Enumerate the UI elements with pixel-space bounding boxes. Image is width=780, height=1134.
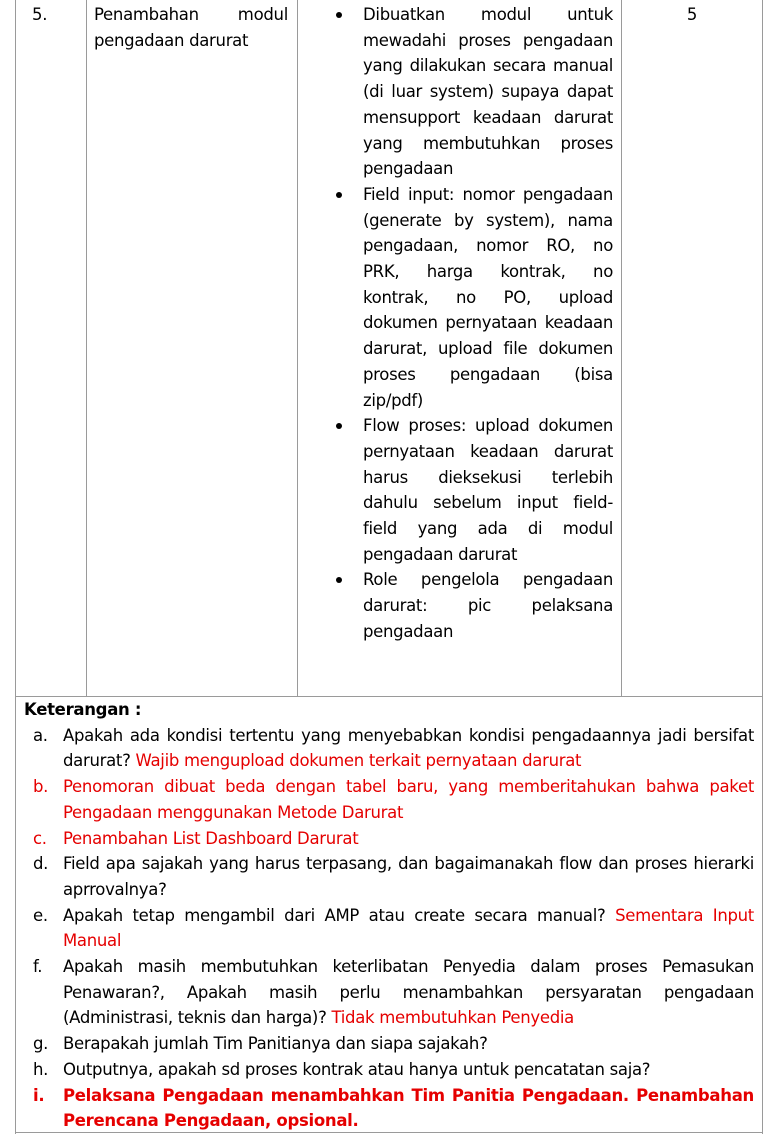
note-item: g. Berapakah jumlah Tim Panitianya dan siapa sajakah?: [33, 1034, 488, 1054]
note-item: e. Apakah tetap mengambil dari AMP atau create secara manual? Sementara Input Manual: [33, 905, 754, 951]
note-answer: Penomoran dibuat beda dengan tabel baru, yang memberitahukan bahwa paket Pengadaan menggunakan Metode Darurat: [63, 777, 754, 822]
table-divider-1: [86, 0, 87, 696]
row-title: Penambahan modul pengadaan darurat: [94, 5, 288, 50]
table-divider-2: [297, 0, 298, 696]
note-item: i. Pelaksana Pengadaan menambahkan Tim Panitia Pengadaan. Penambahan Perencana Pengadaan, opsional.: [33, 1085, 754, 1131]
row-description: [330, 2, 613, 645]
description-item: Flow proses: upload dokumen pernyataan keadaan darurat harus dieksekusi terlebih dahulu sebelum input field-field yang ada di modul pengadaan darurat: [330, 413, 613, 567]
description-item: Dibuatkan modul untuk mewadahi proses pengadaan yang dilakukan secara manual (di luar system) supaya dapat mensupport keadaan darurat yang membutuhkan proses pengadaan: [330, 2, 613, 182]
note-answer: Wajib mengupload dokumen terkait pernyataan darurat: [135, 751, 582, 771]
table-border-left: [15, 0, 16, 696]
note-item: f. Apakah masih membutuhkan keterlibatan Penyedia dalam proses Pemasukan Penawaran?, Apakah masih perlu menambahkan persyaratan pengadaan (Administrasi, teknis dan harga)? Tidak membutuhkan Penyedia: [33, 957, 754, 1028]
note-item: b. Penomoran dibuat beda dengan tabel baru, yang memberitahukan bahwa paket Pengadaan menggunakan Metode Darurat: [33, 777, 754, 822]
notes-border-right: [762, 696, 763, 1134]
note-item: h. Outputnya, apakah sd proses kontrak atau hanya untuk pencatatan saja?: [33, 1059, 651, 1079]
notes-border-left: [15, 696, 16, 1134]
bullet-icon: [336, 577, 342, 583]
row-number: 5.: [32, 5, 48, 24]
table-divider-3: [621, 0, 622, 696]
note-answer: Pelaksana Pengadaan menambahkan Tim Panitia Pengadaan. Penambahan Perencana Pengadaan, opsional.: [63, 1085, 754, 1131]
note-answer: Penambahan List Dashboard Darurat: [63, 828, 359, 848]
table-border-right: [762, 0, 763, 696]
bullet-icon: [336, 192, 342, 198]
row-value: 5: [686, 5, 698, 24]
note-answer: Tidak membutuhkan Penyedia: [331, 1008, 574, 1028]
notes-list: [24, 723, 754, 1134]
note-answer: Sementara Input Manual: [63, 905, 754, 951]
description-list: [330, 2, 613, 645]
note-item: a. Apakah ada kondisi tertentu yang menyebabkan kondisi pengadaannya jadi bersifat darurat? Wajib mengupload dokumen terkait pernyataan darurat: [33, 725, 754, 771]
bullet-icon: [336, 12, 342, 18]
notes-heading: Keterangan :: [24, 700, 142, 719]
note-item: c. Penambahan List Dashboard Darurat: [33, 828, 359, 848]
note-item: d. Field apa sajakah yang harus terpasang, dan bagaimanakah flow dan proses hierarki aprrovalnya?: [33, 854, 754, 899]
notes-section: [24, 697, 754, 1134]
bullet-icon: [336, 423, 342, 429]
description-item: Field input: nomor pengadaan (generate by system), nama pengadaan, nomor RO, no PRK, harga kontrak, no kontrak, no PO, upload dokumen pernyataan keadaan darurat, upload file dokumen proses pengadaan (bisa zip/pdf): [330, 182, 613, 413]
description-item: Role pengelola pengadaan darurat: pic pelaksana pengadaan: [330, 567, 613, 644]
